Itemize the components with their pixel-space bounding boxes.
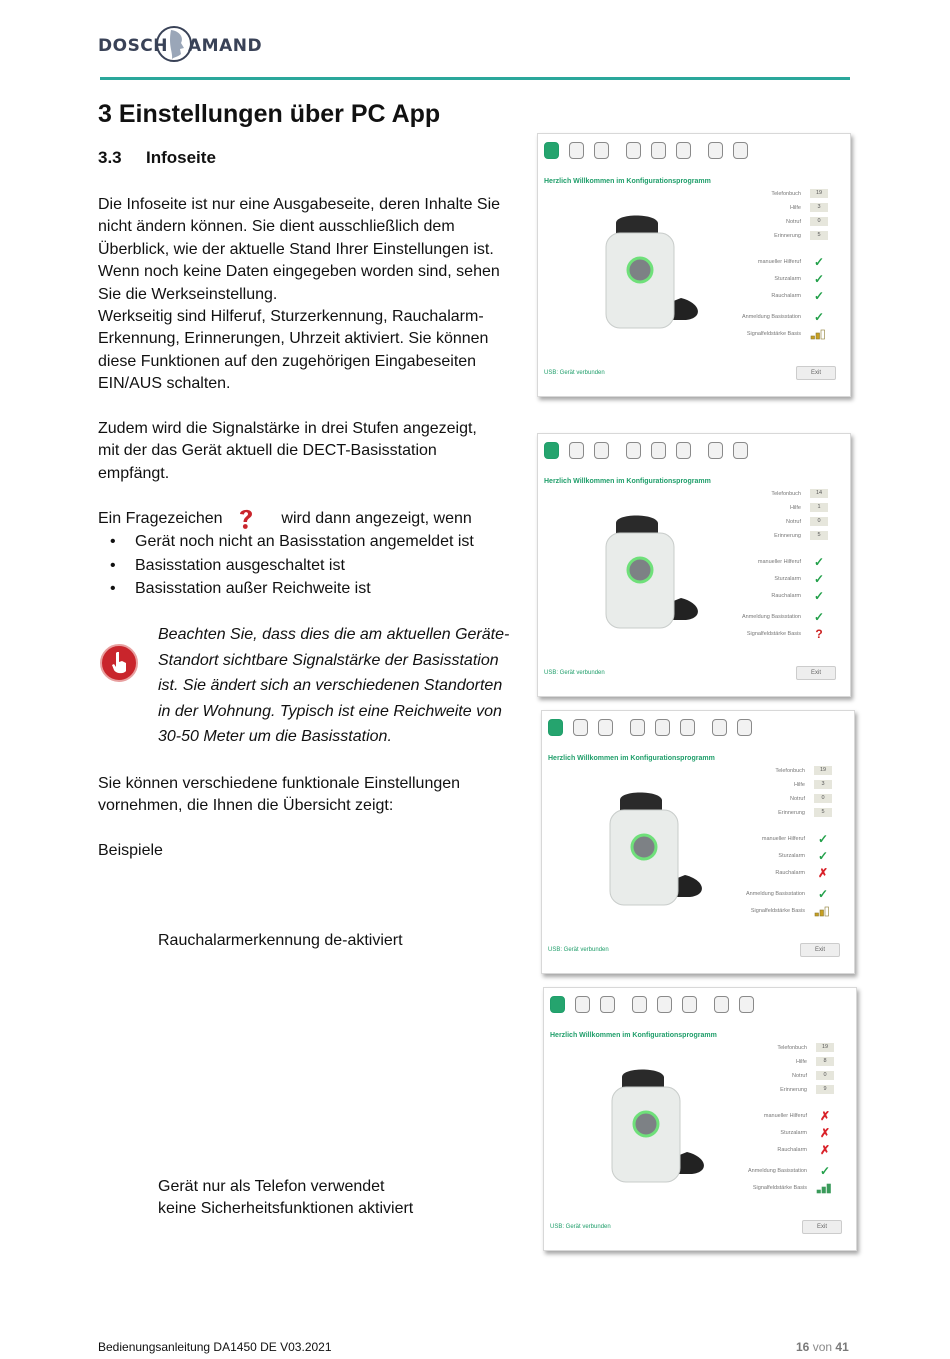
attention-hand-icon xyxy=(99,643,139,683)
status-label: Signalfeldstärke Basis xyxy=(750,908,805,914)
logo-text-right: AMAND xyxy=(188,36,263,56)
status-value: 19 xyxy=(814,766,832,775)
page-current: 16 xyxy=(796,1340,810,1354)
status-label: Signalfeldstärke Basis xyxy=(746,631,801,637)
status-value: 19 xyxy=(810,189,828,198)
status-label: Sturzalarm xyxy=(778,853,805,859)
settings-tab-icon[interactable] xyxy=(657,996,672,1013)
question-text-after: wird dann angezeigt, wenn xyxy=(281,510,472,528)
check-icon: ✓ xyxy=(817,832,829,846)
signal-bars-icon xyxy=(814,904,830,918)
signal-bars-icon xyxy=(816,1181,832,1195)
status-label: Hilfe xyxy=(789,505,801,511)
status-row-erinnerung xyxy=(683,231,833,243)
status-value: 9 xyxy=(816,1085,834,1094)
status-row-hilfe xyxy=(683,203,833,215)
info-tab-icon[interactable] xyxy=(548,719,563,736)
settings-tab-icon[interactable] xyxy=(733,442,748,459)
welcome-text: Herzlich Willkommen im Konfigurationsprogramm xyxy=(544,178,711,185)
status-value: 5 xyxy=(810,231,828,240)
functional-paragraph xyxy=(98,773,518,818)
status-label: Telefonbuch xyxy=(775,768,805,774)
settings-tab-icon[interactable] xyxy=(626,142,641,159)
settings-tab-icon[interactable] xyxy=(630,719,645,736)
question-mark-icon xyxy=(237,507,255,531)
text-line: EIN/AUS schalten. xyxy=(98,375,231,393)
status-row-notruf xyxy=(689,1071,839,1083)
check-icon: ✓ xyxy=(813,310,825,324)
app-info-screenshot-4 xyxy=(543,987,857,1251)
example-2-line-1: Gerät nur als Telefon verwendet xyxy=(158,1178,385,1195)
status-label: Telefonbuch xyxy=(771,191,801,197)
info-tab-icon[interactable] xyxy=(544,442,559,459)
check-icon: ✓ xyxy=(819,1164,831,1178)
cross-icon: ✗ xyxy=(819,1143,831,1157)
check-icon: ✓ xyxy=(813,610,825,624)
check-icon: ✓ xyxy=(813,555,825,569)
footer-manual-title: Bedienungsanleitung DA1450 DE V03.2021 xyxy=(98,1340,332,1354)
text-line: 30-50 Meter um die Basisstation. xyxy=(158,728,392,746)
usb-status: USB: Gerät verbunden xyxy=(544,670,605,676)
text-line: ist. Sie ändert sich an verschiedenen Standorten xyxy=(158,677,503,695)
status-row-signal xyxy=(683,329,833,341)
cross-icon: ✗ xyxy=(819,1109,831,1123)
example-2-line-2: keine Sicherheitsfunktionen aktiviert xyxy=(158,1200,414,1218)
status-label: Rauchalarm xyxy=(771,593,801,599)
status-row-sturz xyxy=(687,851,837,863)
check-icon: ✓ xyxy=(813,255,825,269)
status-row-telefonbuch xyxy=(683,189,833,201)
check-icon: ✓ xyxy=(813,272,825,286)
usb-status: USB: Gerät verbunden xyxy=(544,370,605,376)
status-row-hilferuf xyxy=(687,834,837,846)
signal-bar xyxy=(815,913,819,916)
text-line: Die Infoseite ist nur eine Ausgabeseite, deren Inhalte Sie xyxy=(98,196,501,213)
status-value: 19 xyxy=(816,1043,834,1052)
status-value: 5 xyxy=(810,531,828,540)
page-total: 41 xyxy=(835,1340,849,1354)
status-value: 1 xyxy=(810,503,828,512)
settings-tab-icon[interactable] xyxy=(651,142,666,159)
status-label: Rauchalarm xyxy=(771,293,801,299)
status-row-telefonbuch xyxy=(689,1043,839,1055)
settings-tab-icon[interactable] xyxy=(626,442,641,459)
intro-paragraph xyxy=(98,194,513,396)
settings-tab-icon[interactable] xyxy=(714,996,729,1013)
settings-tab-icon[interactable] xyxy=(680,719,695,736)
question-mark-icon: ? xyxy=(815,627,823,641)
usb-status: USB: Gerät verbunden xyxy=(548,947,609,953)
status-row-hilferuf xyxy=(683,257,833,269)
text-line: mit der das Gerät aktuell die DECT-Basisstation xyxy=(98,442,437,460)
status-label: Telefonbuch xyxy=(771,491,801,497)
text-line: Beachten Sie, dass dies die am aktuellen Geräte- xyxy=(158,626,510,643)
status-label: manueller Hilferuf xyxy=(757,259,801,265)
settings-tab-icon[interactable] xyxy=(708,442,723,459)
status-row-hilfe xyxy=(689,1057,839,1069)
page-of: von xyxy=(812,1340,833,1354)
status-row-hilferuf xyxy=(689,1111,839,1123)
app-toolbar xyxy=(544,140,844,162)
section-heading xyxy=(98,148,216,168)
signal-bar xyxy=(816,333,820,339)
signal-bar xyxy=(817,1190,821,1193)
settings-tab-icon[interactable] xyxy=(569,142,584,159)
text-line: Wenn noch keine Daten eingegeben worden sind, sehen xyxy=(98,263,500,281)
exit-button[interactable]: Exit xyxy=(796,666,836,680)
settings-tab-icon[interactable] xyxy=(600,996,615,1013)
settings-tab-icon[interactable] xyxy=(676,142,691,159)
status-value: 5 xyxy=(814,808,832,817)
status-label: Anmeldung Basisstation xyxy=(747,1168,807,1174)
check-icon: ✓ xyxy=(813,289,825,303)
status-label: Erinnerung xyxy=(778,810,805,816)
status-row-hilferuf xyxy=(683,557,833,569)
status-row-anmeldung xyxy=(683,312,833,324)
settings-tab-icon[interactable] xyxy=(682,996,697,1013)
info-tab-icon[interactable] xyxy=(544,142,559,159)
status-row-erinnerung xyxy=(689,1085,839,1097)
status-row-anmeldung xyxy=(689,1166,839,1178)
status-value: 0 xyxy=(810,217,828,226)
signal-paragraph xyxy=(98,418,513,485)
status-row-notruf xyxy=(683,217,833,229)
app-toolbar xyxy=(550,994,850,1016)
status-label: Hilfe xyxy=(789,205,801,211)
status-label: Signalfeldstärke Basis xyxy=(752,1185,807,1191)
status-value: 0 xyxy=(814,794,832,803)
text-line: nicht ändern können. Sie dient ausschließlich dem xyxy=(98,218,455,236)
signal-bars-icon xyxy=(810,327,826,341)
settings-tab-icon[interactable] xyxy=(708,142,723,159)
status-label: Sturzalarm xyxy=(774,276,801,282)
cross-icon: ✗ xyxy=(819,1126,831,1140)
status-row-hilfe xyxy=(687,780,837,792)
status-row-anmeldung xyxy=(683,612,833,624)
chapter-title: 3 Einstellungen über PC App xyxy=(98,100,441,128)
status-label: manueller Hilferuf xyxy=(761,836,805,842)
status-label: manueller Hilferuf xyxy=(757,559,801,565)
text-line: diese Funktionen auf den zugehörigen Eingabeseiten xyxy=(98,352,477,370)
signal-bar xyxy=(820,910,824,916)
company-logo xyxy=(98,22,268,68)
status-row-signal xyxy=(683,629,833,641)
status-row-signal xyxy=(687,906,837,918)
list-item: • Basisstation ausgeschaltet ist xyxy=(110,554,474,578)
settings-tab-icon[interactable] xyxy=(739,996,754,1013)
question-text-before: Ein Fragezeichen xyxy=(98,510,223,528)
app-toolbar xyxy=(548,717,848,739)
status-row-notruf xyxy=(687,794,837,806)
status-row-rauch xyxy=(689,1145,839,1157)
status-label: Erinnerung xyxy=(774,233,801,239)
settings-tab-icon[interactable] xyxy=(575,996,590,1013)
settings-tab-icon[interactable] xyxy=(655,719,670,736)
question-mark-intro xyxy=(98,507,472,531)
settings-tab-icon[interactable] xyxy=(737,719,752,736)
status-label: Sturzalarm xyxy=(780,1130,807,1136)
status-value: 3 xyxy=(814,780,832,789)
app-info-screenshot-1 xyxy=(537,133,851,397)
check-icon: ✓ xyxy=(813,572,825,586)
text-line: vornehmen, die Ihnen die Übersicht zeigt: xyxy=(98,797,394,815)
exit-button[interactable]: Exit xyxy=(796,366,836,380)
app-info-screenshot-2 xyxy=(537,433,851,697)
status-label: Telefonbuch xyxy=(777,1045,807,1051)
section-number: 3.3 xyxy=(98,148,122,167)
status-label: manueller Hilferuf xyxy=(763,1113,807,1119)
status-label: Hilfe xyxy=(793,782,805,788)
status-label: Notruf xyxy=(786,219,801,225)
status-row-rauch xyxy=(683,291,833,303)
status-value: 3 xyxy=(810,203,828,212)
status-row-sturz xyxy=(683,274,833,286)
settings-tab-icon[interactable] xyxy=(598,719,613,736)
signal-bar xyxy=(821,330,825,339)
welcome-text: Herzlich Willkommen im Konfigurationsprogramm xyxy=(544,478,711,485)
check-icon: ✓ xyxy=(817,849,829,863)
status-row-erinnerung xyxy=(687,808,837,820)
text-line: Überblick, wie der aktuelle Stand Ihrer Einstellungen ist. xyxy=(98,240,494,258)
text-line: in der Wohnung. Typisch ist eine Reichweite von xyxy=(158,702,502,720)
question-conditions-list xyxy=(110,530,474,601)
examples-heading: Beispiele xyxy=(98,842,163,859)
text-line: Erkennung, Erinnerungen, Uhrzeit aktiviert. Sie können xyxy=(98,330,489,348)
status-label: Notruf xyxy=(786,519,801,525)
status-value: 14 xyxy=(810,489,828,498)
status-row-sturz xyxy=(689,1128,839,1140)
welcome-text: Herzlich Willkommen im Konfigurationsprogramm xyxy=(548,755,715,762)
settings-tab-icon[interactable] xyxy=(651,442,666,459)
status-row-rauch xyxy=(683,591,833,603)
cross-icon: ✗ xyxy=(817,866,829,880)
header-divider xyxy=(100,77,850,80)
footer-page-number xyxy=(796,1340,849,1354)
example-2-caption xyxy=(158,1176,413,1221)
settings-tab-icon[interactable] xyxy=(733,142,748,159)
example-1-caption: Rauchalarmerkennung de-aktiviert xyxy=(158,932,403,949)
settings-tab-icon[interactable] xyxy=(569,442,584,459)
note-text xyxy=(158,622,528,750)
status-label: Erinnerung xyxy=(780,1087,807,1093)
status-row-telefonbuch xyxy=(687,766,837,778)
info-tab-icon[interactable] xyxy=(550,996,565,1013)
status-label: Rauchalarm xyxy=(777,1147,807,1153)
settings-tab-icon[interactable] xyxy=(632,996,647,1013)
status-label: Sturzalarm xyxy=(774,576,801,582)
app-info-screenshot-3 xyxy=(541,710,855,974)
status-label: Rauchalarm xyxy=(775,870,805,876)
text-line: empfängt. xyxy=(98,464,170,482)
text-line: Standort sichtbare Signalstärke der Basisstation xyxy=(158,651,499,669)
status-row-rauch xyxy=(687,868,837,880)
status-row-signal xyxy=(689,1183,839,1195)
status-label: Notruf xyxy=(790,796,805,802)
section-title: Infoseite xyxy=(146,148,216,167)
logo-text-left: DOSCH xyxy=(98,36,169,56)
status-label: Anmeldung Basisstation xyxy=(741,314,801,320)
text-line: Sie die Werkseinstellung. xyxy=(98,285,278,303)
status-row-erinnerung xyxy=(683,531,833,543)
list-item: • Basisstation außer Reichweite ist xyxy=(110,577,474,601)
app-toolbar xyxy=(544,440,844,462)
status-row-sturz xyxy=(683,574,833,586)
status-row-anmeldung xyxy=(687,889,837,901)
status-label: Anmeldung Basisstation xyxy=(745,891,805,897)
status-label: Anmeldung Basisstation xyxy=(741,614,801,620)
exit-button[interactable]: Exit xyxy=(802,1220,842,1234)
text-line: Zudem wird die Signalstärke in drei Stufen angezeigt, xyxy=(98,420,477,437)
text-line: Sie können verschiedene funktionale Einstellungen xyxy=(98,775,461,792)
status-row-notruf xyxy=(683,517,833,529)
settings-tab-icon[interactable] xyxy=(573,719,588,736)
status-value: 0 xyxy=(816,1071,834,1080)
status-label: Notruf xyxy=(792,1073,807,1079)
signal-bar xyxy=(827,1184,831,1193)
signal-bar xyxy=(811,336,815,339)
status-label: Erinnerung xyxy=(774,533,801,539)
usb-status: USB: Gerät verbunden xyxy=(550,1224,611,1230)
status-value: 0 xyxy=(810,517,828,526)
settings-tab-icon[interactable] xyxy=(712,719,727,736)
status-label: Hilfe xyxy=(795,1059,807,1065)
status-row-telefonbuch xyxy=(683,489,833,501)
text-line: Werkseitig sind Hilferuf, Sturzerkennung, Rauchalarm- xyxy=(98,308,484,326)
exit-button[interactable]: Exit xyxy=(800,943,840,957)
status-value: 8 xyxy=(816,1057,834,1066)
settings-tab-icon[interactable] xyxy=(594,142,609,159)
signal-bar xyxy=(825,907,829,916)
welcome-text: Herzlich Willkommen im Konfigurationsprogramm xyxy=(550,1032,717,1039)
status-label: Signalfeldstärke Basis xyxy=(746,331,801,337)
signal-bar xyxy=(822,1187,826,1193)
status-row-hilfe xyxy=(683,503,833,515)
settings-tab-icon[interactable] xyxy=(594,442,609,459)
settings-tab-icon[interactable] xyxy=(676,442,691,459)
check-icon: ✓ xyxy=(813,589,825,603)
list-item: • Gerät noch nicht an Basisstation angemeldet ist xyxy=(110,530,474,554)
check-icon: ✓ xyxy=(817,887,829,901)
